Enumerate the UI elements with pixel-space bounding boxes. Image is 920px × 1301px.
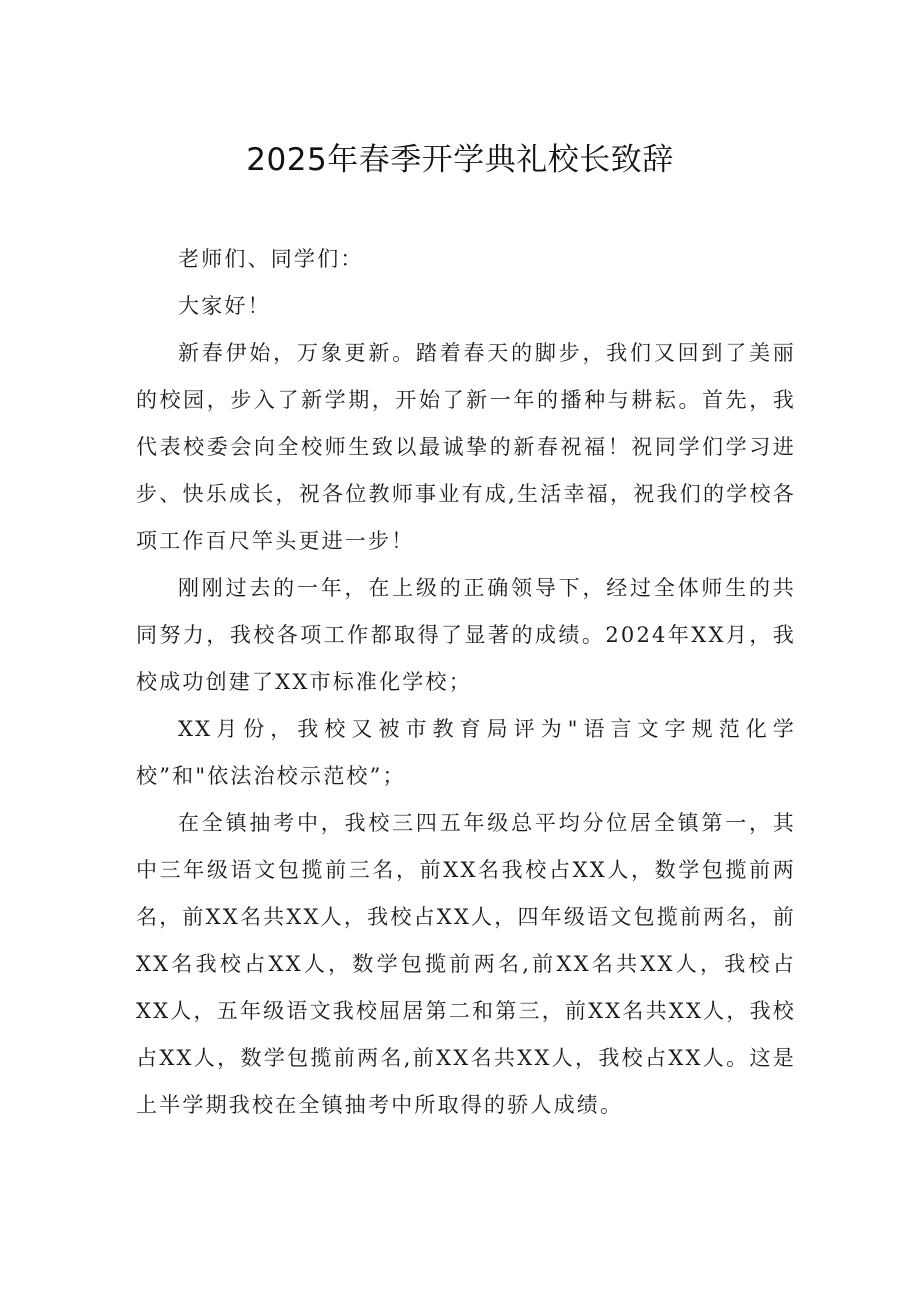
paragraph-exam-results: 在全镇抽考中，我校三四五年级总平均分位居全镇第一，其中三年级语文包揽前三名，前XX名我校占XX人，数学包揽前两名，前XX名共XX人，我校占XX人，四年级语文包揽前两名，前XX名我校占XX人，数学包揽前两名,前XX名共XX人，我校占XX人，五年级语文我校屈居第二和第三，前XX名共XX人，我校占XX人，数学包揽前两名,前XX名共XX人，我校占XX人。这是上半学期我校在全镇抽考中所取得的骄人成绩。 xyxy=(136,811,796,1117)
paragraph-language-award: XX月份，我校又被市教育局评为"语言文字规范化学校”和"依法治校示范校”； xyxy=(136,717,796,788)
document-body xyxy=(136,236,796,1129)
paragraph-achievements: 刚刚过去的一年，在上级的正确领导下，经过全体师生的共同努力，我校各项工作都取得了显著的成绩。2024年XX月，我校成功创建了XX市标准化学校； xyxy=(136,576,796,694)
salutation: 老师们、同学们： xyxy=(178,247,364,271)
document-title: 2025年春季开学典礼校长致辞 xyxy=(246,142,674,178)
greeting: 大家好！ xyxy=(178,294,271,318)
paragraph-new-semester: 新春伊始，万象更新。踏着春天的脚步，我们又回到了美丽的校园，步入了新学期，开始了新一年的播种与耕耘。首先，我代表校委会向全校师生致以最诚挚的新春祝福！祝同学们学习进步、快乐成长，祝各位教师事业有成,生活幸福，祝我们的学校各项工作百尺竿头更进一步！ xyxy=(136,341,796,553)
